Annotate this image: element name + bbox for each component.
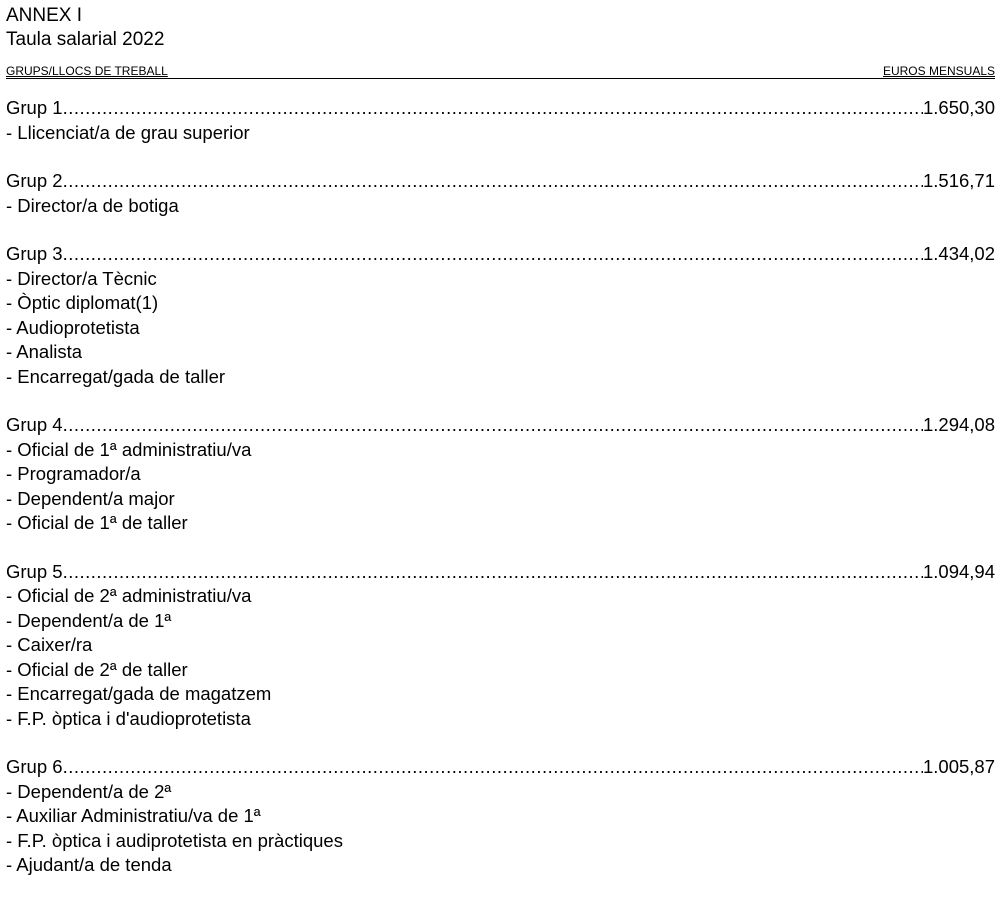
- salary-group: [6, 560, 995, 732]
- job-position-item: - Encarregat/gada de taller: [6, 365, 226, 387]
- salary-group: [6, 96, 995, 145]
- job-position-item: - Director/a Tècnic: [6, 267, 157, 289]
- group-monthly-amount: 1.005,87: [922, 756, 995, 777]
- salary-group: [6, 413, 995, 536]
- job-position-item: - Caixer/ra: [6, 634, 93, 655]
- job-position-item: - F.P. òptica i audiprotetista en pràctiques: [6, 829, 343, 851]
- job-position-item: - Dependent/a de 1ª: [6, 609, 172, 631]
- dot-leader: [63, 560, 923, 585]
- group-heading-row: [6, 169, 995, 194]
- group-monthly-amount: 1.294,08: [922, 414, 995, 435]
- job-position-item: - F.P. òptica i d'audioprotetista: [6, 707, 251, 729]
- column-header-euros: EUROS MENSUALS: [882, 64, 995, 78]
- group-name: Grup 5: [6, 560, 63, 582]
- job-position-item: - Òptic diplomat(1): [6, 292, 159, 313]
- job-position-item: - Oficial de 2ª de taller: [6, 658, 188, 680]
- job-position-item: - Auxiliar Administratiu/va de 1ª: [6, 805, 261, 826]
- group-heading-row: [6, 755, 995, 780]
- dot-leader: [63, 96, 923, 121]
- column-header-groups: GRUPS/LLOCS DE TREBALL: [6, 64, 168, 78]
- dot-leader: [63, 413, 923, 438]
- group-name: Grup 2: [6, 170, 63, 191]
- group-monthly-amount: 1.516,71: [922, 170, 995, 191]
- salary-group: [6, 242, 995, 389]
- group-heading-row: [6, 242, 995, 267]
- group-heading-row: [6, 560, 995, 585]
- group-monthly-amount: 1.094,94: [922, 560, 995, 582]
- job-position-item: - Llicenciat/a de grau superior: [6, 121, 250, 143]
- group-name: Grup 4: [6, 414, 63, 435]
- annex-title: ANNEX I: [6, 5, 83, 26]
- job-position-item: - Programador/a: [6, 463, 141, 484]
- table-column-header: [6, 64, 995, 79]
- group-heading-row: [6, 96, 995, 121]
- job-position-item: - Oficial de 1ª administratiu/va: [6, 438, 252, 460]
- group-heading-row: [6, 413, 995, 438]
- dot-leader: [63, 242, 923, 267]
- job-position-item: - Dependent/a major: [6, 487, 175, 509]
- job-position-item: - Dependent/a de 2ª: [6, 780, 172, 802]
- group-name: Grup 3: [6, 243, 63, 264]
- job-position-item: - Ajudant/a de tenda: [6, 854, 172, 875]
- job-position-item: - Oficial de 1ª de taller: [6, 512, 188, 533]
- dot-leader: [63, 169, 923, 194]
- job-position-item: - Director/a de botiga: [6, 194, 179, 216]
- document-page: [6, 4, 995, 902]
- dot-leader: [63, 755, 923, 780]
- salary-group: [6, 755, 995, 878]
- job-position-item: - Analista: [6, 341, 83, 362]
- job-position-item: - Oficial de 2ª administratiu/va: [6, 585, 252, 606]
- group-name: Grup 1: [6, 97, 63, 118]
- group-monthly-amount: 1.434,02: [922, 243, 995, 264]
- salary-table-subtitle: Taula salarial 2022: [6, 29, 165, 50]
- salary-group: [6, 169, 995, 218]
- group-name: Grup 6: [6, 756, 63, 777]
- job-position-item: - Audioprotetista: [6, 316, 140, 338]
- salary-groups-list: [6, 96, 995, 878]
- group-monthly-amount: 1.650,30: [922, 97, 995, 118]
- job-position-item: - Encarregat/gada de magatzem: [6, 683, 272, 704]
